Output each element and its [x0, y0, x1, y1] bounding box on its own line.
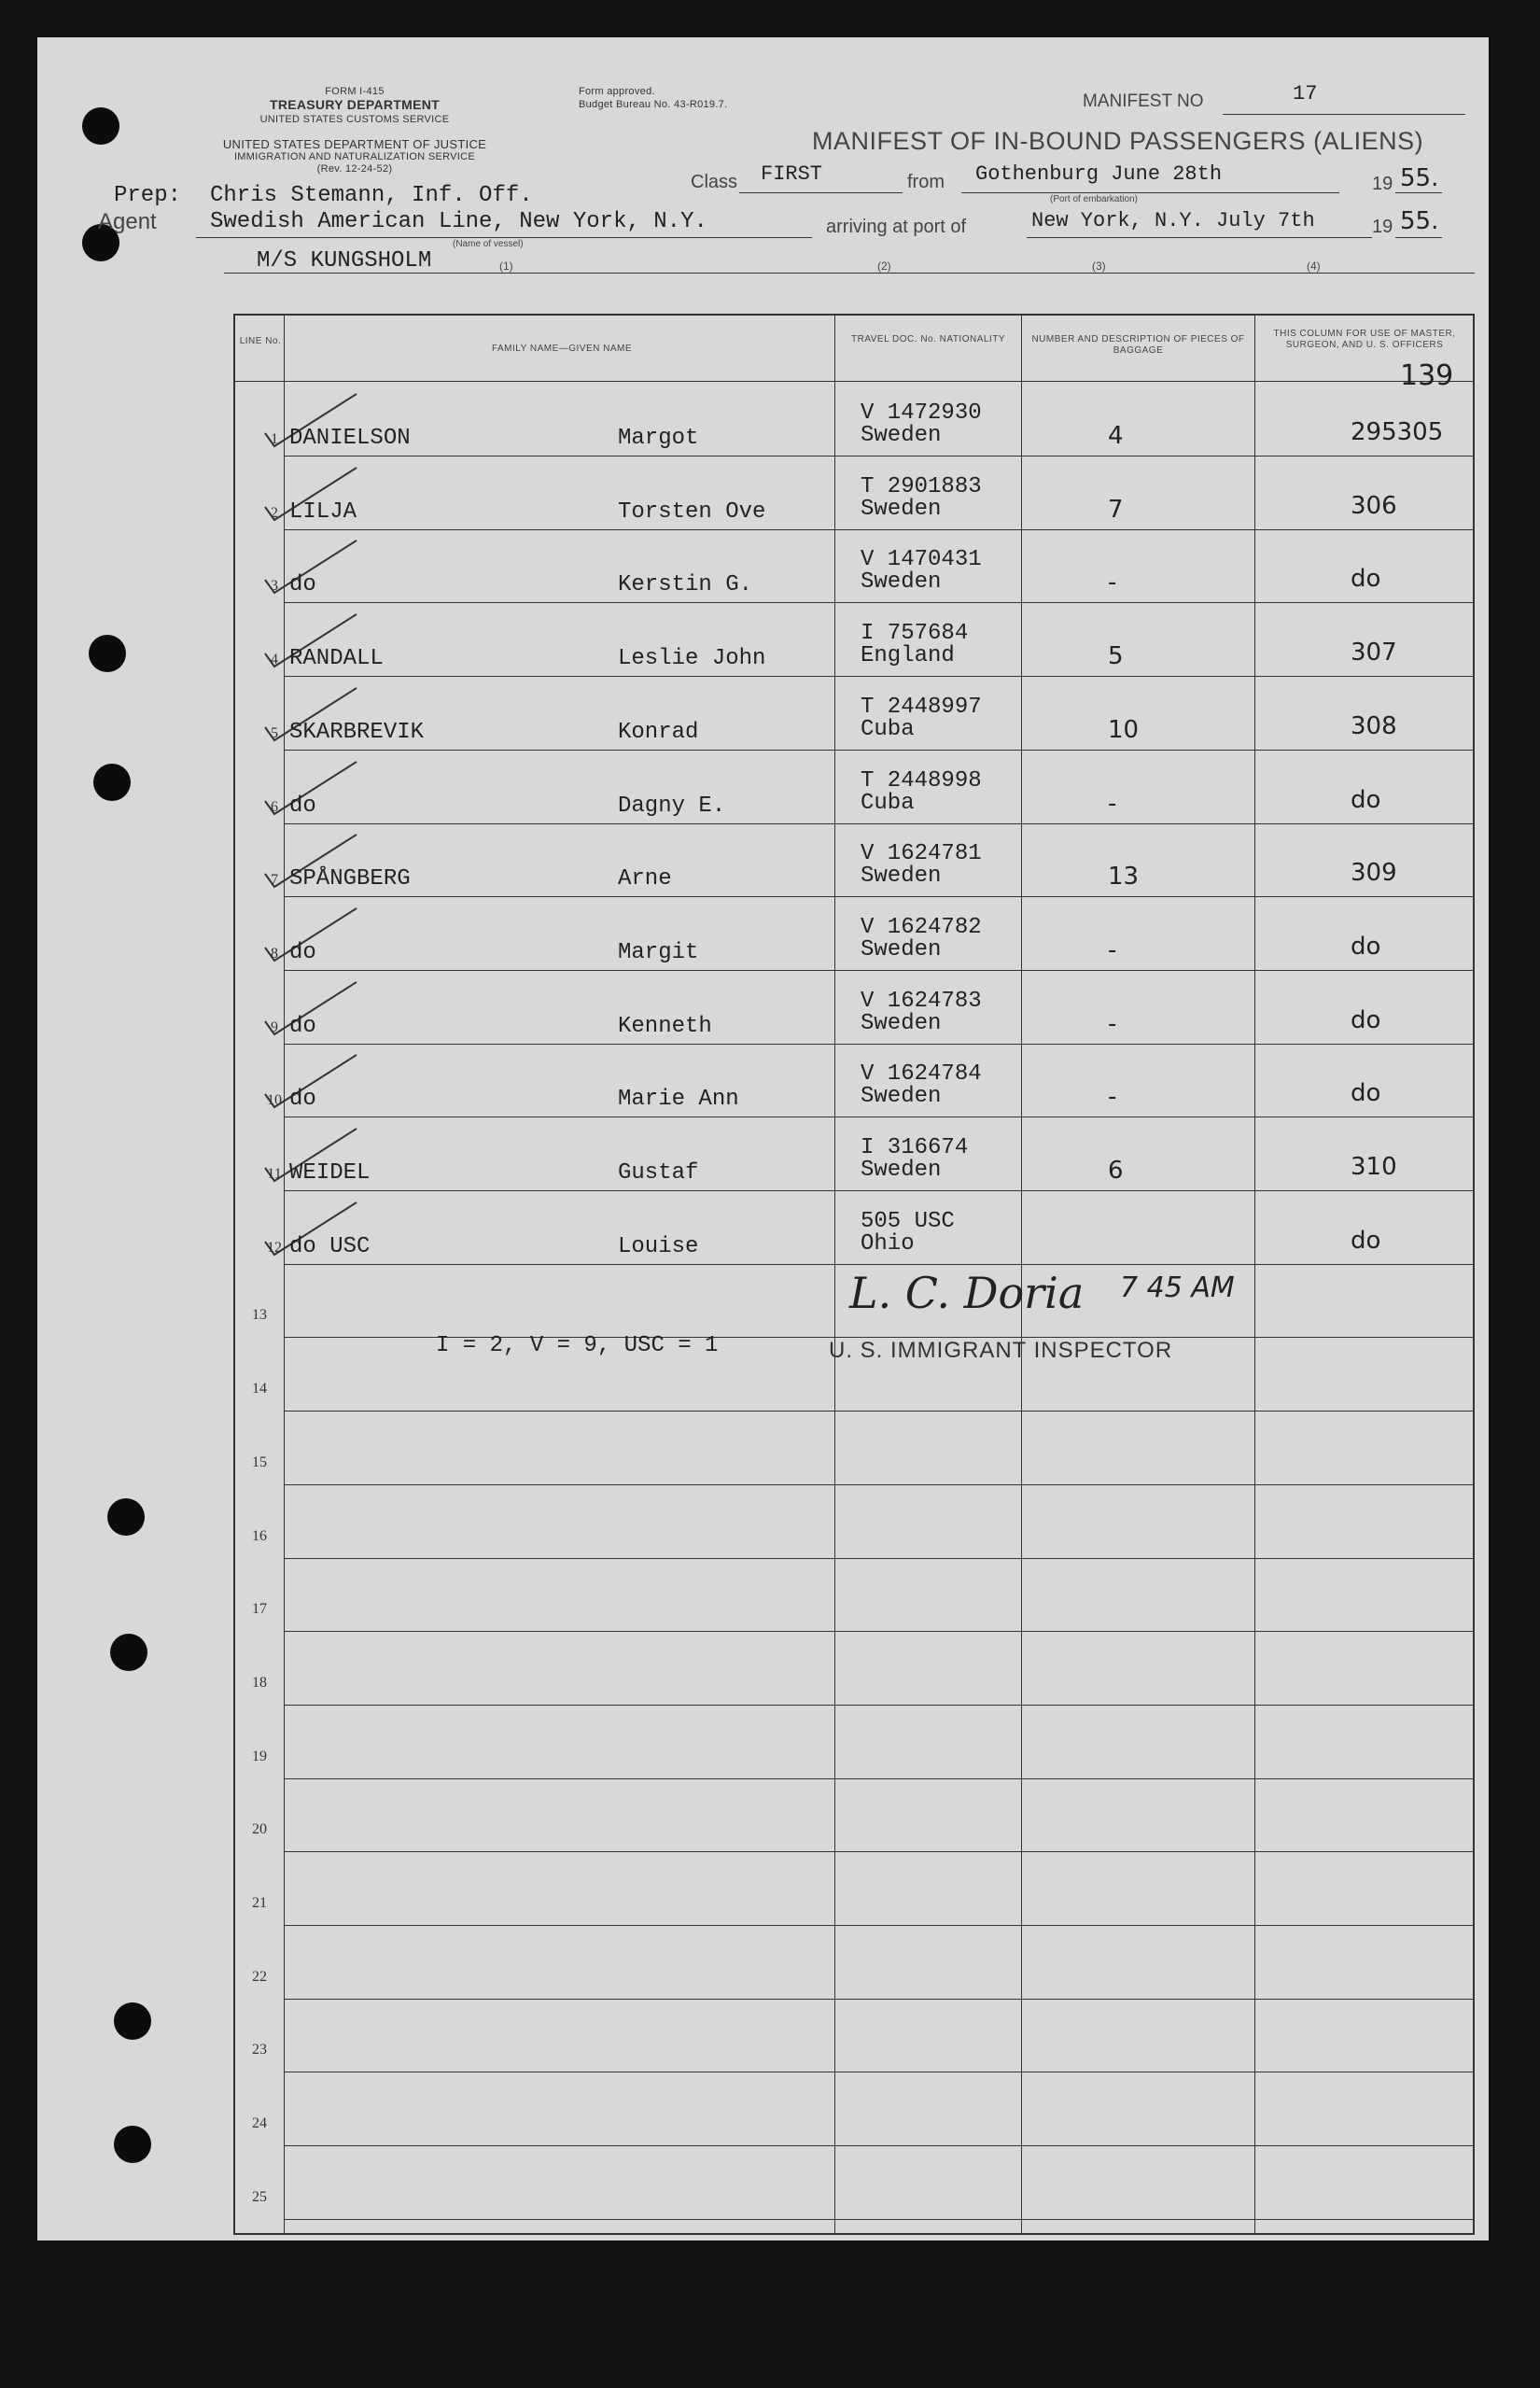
year-line-2: [1395, 237, 1442, 238]
header-divider: [235, 381, 1473, 382]
baggage-count: -: [1108, 1083, 1117, 1112]
travel-doc-number: T 2448998: [861, 767, 982, 794]
line-number: 1: [271, 431, 278, 447]
travel-doc-number: V 1624783: [861, 988, 982, 1014]
family-name: do: [289, 793, 316, 819]
header-name: FAMILY NAME—GIVEN NAME: [491, 344, 633, 354]
line-number: 7: [271, 872, 278, 889]
inspector-signature: L. C. Doria: [849, 1268, 1085, 1318]
row-rule: [284, 750, 1473, 751]
line-number: 12: [267, 1239, 282, 1256]
manifest-no-label: MANIFEST NO: [1083, 91, 1204, 111]
given-name: Kerstin G.: [618, 572, 753, 598]
form-number: FORM I-415: [325, 86, 385, 97]
line-number: 5: [271, 724, 278, 741]
row-rule: [284, 1044, 1473, 1045]
header-baggage: NUMBER AND DESCRIPTION OF PIECES OF BAGGAGE: [1031, 334, 1245, 356]
line-number: 14: [252, 1381, 267, 1398]
travel-doc-number: I 757684: [861, 621, 969, 647]
row-rule: [284, 970, 1473, 971]
dept-customs: UNITED STATES CUSTOMS SERVICE: [259, 114, 450, 125]
given-name: Louise: [618, 1233, 699, 1259]
line-number: 25: [252, 2188, 267, 2205]
baggage-count: 5: [1108, 642, 1124, 671]
nationality: England: [861, 643, 955, 669]
given-name: Kenneth: [618, 1013, 712, 1039]
dept-ins: IMMIGRATION AND NATURALIZATION SERVICE: [233, 151, 476, 162]
line-number: 4: [271, 652, 278, 668]
row-rule: [284, 1705, 1473, 1706]
row-rule: [284, 676, 1473, 677]
row-rule: [284, 1778, 1473, 1779]
nationality: Sweden: [861, 1010, 942, 1036]
punch-hole: [114, 2126, 151, 2163]
line-number: 17: [252, 1601, 267, 1618]
officer-entry: do: [1351, 785, 1381, 814]
baggage-count: -: [1108, 569, 1117, 597]
family-name: do: [289, 939, 316, 965]
travel-doc-number: T 2901883: [861, 473, 982, 499]
nationality: Sweden: [861, 864, 942, 890]
header-doc: TRAVEL DOC. No. NATIONALITY: [850, 334, 1005, 344]
row-rule: [284, 2145, 1473, 2146]
form-approved: Form approved.: [579, 86, 655, 97]
line-number: 15: [252, 1454, 267, 1470]
baggage-count: 4: [1108, 422, 1124, 450]
officer-entry: 310: [1351, 1153, 1397, 1181]
arriving-value: New York, N.Y. July 7th: [1031, 209, 1315, 232]
header-officers: THIS COLUMN FOR USE OF MASTER, SURGEON, AND U. S. OFFICERS: [1273, 329, 1456, 350]
nationality: Cuba: [861, 716, 915, 742]
line-number: 10: [267, 1092, 282, 1109]
given-name: Margot: [618, 426, 699, 451]
baggage-count: 7: [1108, 495, 1124, 524]
family-name: do USC: [289, 1233, 371, 1259]
line-number: 18: [252, 1674, 267, 1691]
line-number: 23: [252, 2042, 267, 2058]
signature-time: 7 45 AM: [1120, 1271, 1235, 1304]
family-name: do: [289, 572, 316, 598]
punch-hole: [110, 1634, 147, 1671]
row-rule: [284, 823, 1473, 824]
line-number: 19: [252, 1748, 267, 1764]
row-rule: [284, 1851, 1473, 1852]
col-num-2: (2): [877, 260, 891, 273]
given-name: Gustaf: [618, 1160, 699, 1186]
officer-entry: do: [1351, 1079, 1381, 1108]
nationality: Cuba: [861, 790, 915, 816]
from-value: Gothenburg June 28th: [975, 162, 1223, 186]
manifest-sheet: [37, 37, 1489, 2241]
row-rule: [284, 1190, 1473, 1191]
nationality: Sweden: [861, 423, 942, 448]
prep-label: Prep:: [114, 183, 182, 208]
baggage-count: -: [1108, 1009, 1117, 1038]
baggage-count: 10: [1108, 715, 1140, 744]
year-value-1: 55.: [1400, 164, 1439, 192]
dept-justice: UNITED STATES DEPARTMENT OF JUSTICE: [222, 137, 487, 151]
row-rule: [284, 1264, 1473, 1265]
line-number: 8: [271, 945, 278, 962]
year-prefix-1: 19: [1372, 174, 1393, 194]
nationality: Ohio: [861, 1230, 915, 1257]
punch-hole: [89, 635, 126, 672]
travel-doc-number: V 1472930: [861, 400, 982, 426]
nationality: Sweden: [861, 496, 942, 522]
family-name: SKARBREVIK: [289, 719, 425, 745]
agent-label: Agent: [98, 209, 157, 234]
family-name: WEIDEL: [289, 1160, 371, 1186]
given-name: Leslie John: [618, 646, 766, 672]
line-number: 6: [271, 798, 278, 815]
line-number: 21: [252, 1895, 267, 1911]
travel-doc-number: T 2448997: [861, 694, 982, 720]
given-name: Torsten Ove: [618, 499, 766, 525]
family-name: do: [289, 1087, 316, 1113]
family-name: SPÅNGBERG: [289, 866, 411, 892]
row-rule: [284, 1631, 1473, 1632]
line-number: 22: [252, 1968, 267, 1985]
row-rule: [284, 1999, 1473, 2000]
line-number: 3: [271, 578, 278, 595]
year-value-2: 55.: [1400, 207, 1439, 235]
from-line: [961, 192, 1339, 193]
punch-hole: [107, 1498, 145, 1536]
year-prefix-2: 19: [1372, 217, 1393, 237]
form-revision: (Rev. 12-24-52): [316, 163, 393, 175]
line-number: 2: [271, 504, 278, 521]
officer-entry: 306: [1351, 491, 1397, 520]
vessel-line: [224, 273, 1475, 274]
travel-doc-number: I 316674: [861, 1135, 969, 1160]
baggage-count: -: [1108, 935, 1117, 964]
col-num-1: (1): [499, 260, 513, 273]
from-label: from: [907, 172, 945, 192]
manifest-no-line: [1223, 114, 1465, 115]
class-line: [739, 192, 903, 193]
class-value: FIRST: [761, 162, 823, 186]
vessel-name: M/S KUNGSHOLM: [257, 248, 432, 274]
agent-line: [196, 237, 812, 238]
row-rule: [284, 1484, 1473, 1485]
officer-entry: 295305: [1351, 418, 1444, 446]
given-name: Marie Ann: [618, 1087, 739, 1113]
nationality: Sweden: [861, 569, 942, 596]
line-number: 16: [252, 1527, 267, 1544]
arriving-label: arriving at port of: [826, 217, 967, 237]
family-name: LILJA: [289, 499, 357, 525]
row-rule: [284, 896, 1473, 897]
dept-treasury: TREASURY DEPARTMENT: [269, 97, 440, 112]
line-number: 11: [267, 1166, 282, 1182]
row-rule: [284, 602, 1473, 603]
port-embark-caption: (Port of embarkation): [1050, 194, 1138, 204]
year-line-1: [1395, 192, 1442, 193]
baggage-count: -: [1108, 789, 1117, 818]
family-name: RANDALL: [289, 646, 384, 672]
prep-value: Chris Stemann, Inf. Off.: [210, 183, 533, 208]
line-number: 9: [271, 1018, 278, 1035]
nationality: Sweden: [861, 1084, 942, 1110]
col-num-3: (3): [1092, 260, 1106, 273]
row-rule: [284, 1411, 1473, 1412]
manifest-no-value: 17: [1293, 82, 1318, 105]
row-rule: [284, 529, 1473, 530]
officer-entry: 307: [1351, 639, 1397, 667]
travel-doc-number: V 1624784: [861, 1061, 982, 1088]
row-rule: [284, 456, 1473, 457]
line-number: 24: [252, 2115, 267, 2132]
travel-doc-number: V 1470431: [861, 547, 982, 573]
punch-hole: [93, 764, 131, 801]
header-line-no: LINE No.: [239, 336, 282, 346]
agent-value: Swedish American Line, New York, N.Y.: [210, 209, 707, 234]
class-label: Class: [691, 172, 738, 192]
given-name: Margit: [618, 939, 699, 965]
family-name: do: [289, 1013, 316, 1039]
nationality: Sweden: [861, 936, 942, 962]
baggage-count: 13: [1108, 863, 1140, 892]
inspector-stamp: U. S. IMMIGRANT INSPECTOR: [829, 1338, 1173, 1363]
row-rule: [284, 2219, 1473, 2220]
given-name: Arne: [618, 866, 672, 892]
punch-hole: [82, 107, 119, 145]
margin-note: 139: [1400, 359, 1454, 392]
row-rule: [284, 1925, 1473, 1926]
officer-entry: 309: [1351, 859, 1397, 888]
given-name: Dagny E.: [618, 793, 726, 819]
travel-doc-number: V 1624781: [861, 841, 982, 867]
baggage-count: 6: [1108, 1157, 1124, 1185]
travel-doc-number: V 1624782: [861, 914, 982, 940]
travel-doc-number: 505 USC: [861, 1208, 955, 1234]
row-rule: [284, 1558, 1473, 1559]
budget-bureau: Budget Bureau No. 43-R019.7.: [579, 99, 728, 110]
col-num-4: (4): [1307, 260, 1321, 273]
officer-entry: do: [1351, 565, 1381, 594]
officer-entry: 308: [1351, 711, 1397, 740]
officer-entry: do: [1351, 932, 1381, 961]
summary-counts: I = 2, V = 9, USC = 1: [436, 1333, 719, 1358]
nationality: Sweden: [861, 1158, 942, 1183]
line-number: 20: [252, 1821, 267, 1838]
line-number: 13: [252, 1307, 267, 1324]
punch-hole: [114, 2002, 151, 2040]
officer-entry: do: [1351, 1226, 1381, 1255]
officer-entry: do: [1351, 1005, 1381, 1034]
arriving-line: [1027, 237, 1372, 238]
manifest-title: MANIFEST OF IN-BOUND PASSENGERS (ALIENS): [812, 127, 1424, 155]
family-name: DANIELSON: [289, 426, 411, 451]
vessel-caption: (Name of vessel): [453, 239, 524, 249]
given-name: Konrad: [618, 719, 699, 745]
